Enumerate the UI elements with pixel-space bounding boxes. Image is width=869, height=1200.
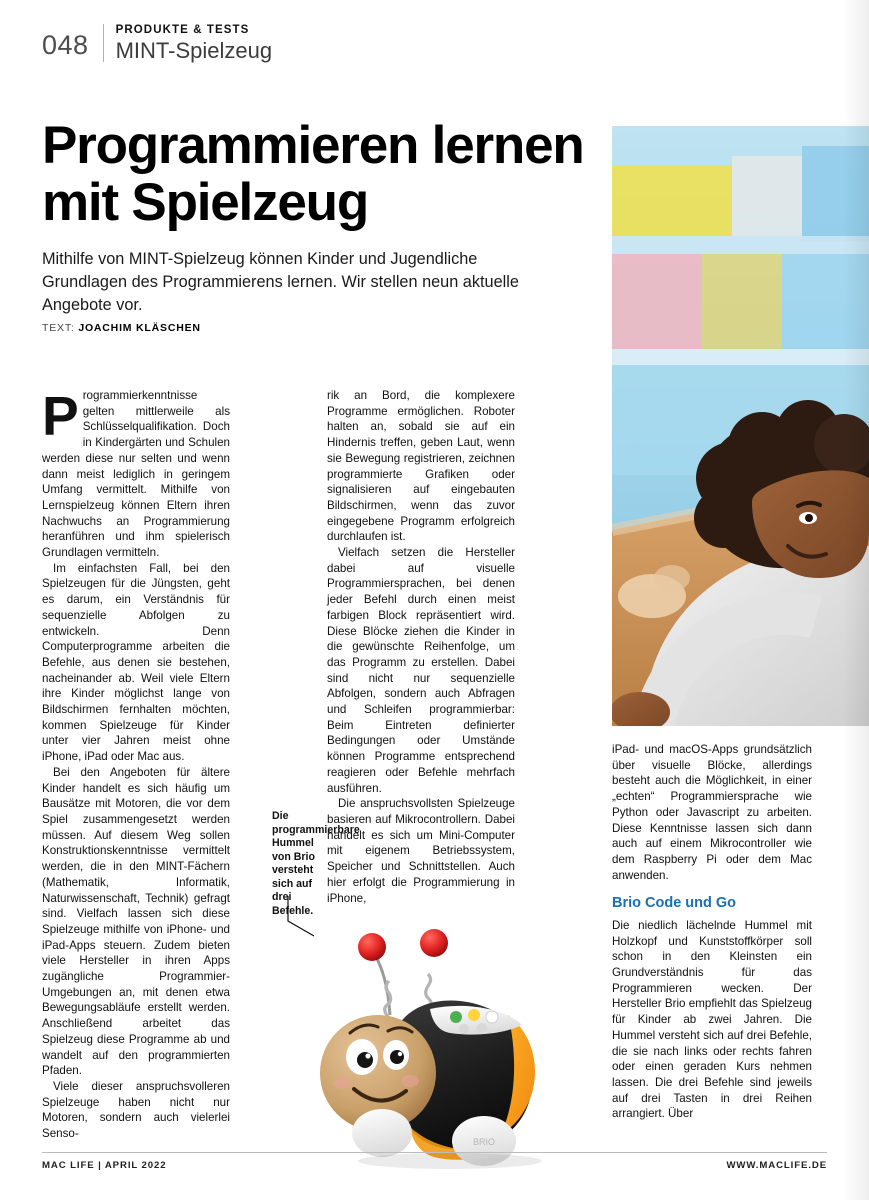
body-paragraph: Die anspruchsvollsten Spielzeuge basieren auf Mikrocontrollern. Dabei handelt es sich um Mini-Computer mit eigenem Betriebssystem, Speicher und Schnittstellen. Auch hier erfolgt die Programmierung in iPhone, xyxy=(327,797,515,905)
body-column-3 xyxy=(612,742,812,1122)
wheel-front xyxy=(352,1109,412,1157)
footer-website: WWW.MACLIFE.DE xyxy=(726,1160,827,1171)
footer-divider xyxy=(42,1152,827,1153)
photo-caption: Die programmierbare Hummel von Brio versteht sich auf drei Befehle. xyxy=(272,810,360,917)
body-paragraph: Im einfachsten Fall, bei den Spielzeugen für die Jüngsten, geht es darum, ein Verständnis für sequenzielle Abfolgen zu entwickeln. Denn Computerprogramme arbeiten die Befehle, aus denen sie bestehen, nacheinander ab. Weil viele Eltern ihre Kinder möglichst lange von Bildschirmen fernhalten möchten, kommen Spielzeuge für Kinder unter vier Jahren meist ohne iPhone, iPad oder Mac aus. xyxy=(42,561,230,764)
antenna-ball-left xyxy=(358,933,386,961)
brio-bee-illustration xyxy=(270,905,570,1170)
byline-label: TEXT: xyxy=(42,322,75,334)
button-grey-1[interactable] xyxy=(459,1024,469,1034)
body-paragraph: Vielfach setzen die Hersteller dabei auf visuelle Programmiersprachen, bei denen jeder Befehl durch einen meist farbigen Block repräsentiert wird. Diese Blöcke ziehen die Kinder in die gewünschte Reihenfolge, um das Programm zu erstellen. Dabei sind nicht nur sequenzielle Abfolgen, sondern auch Abfragen und Schleifen programmierbar: Beim Eintreten definierter Bedingungen oder Umstände können Programme entsprechend reagieren oder Befehle mehrfach ausführen. xyxy=(327,546,515,795)
body-paragraph: Die niedlich lächelnde Hummel mit Holzkopf und Kunststoffkörper soll schon in den Kleinsten ein Grundverständnis für das Programmieren wecken. Der Hersteller Brio empfiehlt das Spielzeug für Kinder ab zwei Jahren. Die Hummel versteht sich auf drei Befehle, die sie nach links oder rechts fahren oder einen geraden Kurs nehmen lassen. Die drei Befehle sind jeweils auf drei Tasten in drei Reihen arrangiert. Über xyxy=(612,918,812,1121)
brio-bee-toy-image xyxy=(270,905,570,1170)
button-green[interactable] xyxy=(450,1011,462,1023)
section-title: MINT-Spielzeug xyxy=(115,38,273,63)
body-paragraph: Bei den Angeboten für ältere Kinder handelt es sich häufig um Bausätze mit Motoren, die vor dem Spiel zusammengesetzt werden müssen. Auf diesem Weg sollen Konstruktionskenntnisse vermittelt werden, die in den MINT-Fächern (Mathematik, Informatik, Naturwissenschaft, Technik) gefragt sind. Vielfach lassen sich diese Spielzeuge mithilfe von iPhone- und iPad-Apps steuern. Zudem bieten viele Hersteller in ihren Apps zugängliche Programmier-Umgebungen an, mit denen etwa Bewegungsabläufe erstellt werden. Anschließend arbeitet das Spielzeug diese Programme ab und wandelt auf den programmierten Pfaden. xyxy=(42,765,230,1078)
lead-photo-illustration xyxy=(612,126,869,726)
header-texts xyxy=(116,24,273,62)
body-paragraph: Viele dieser anspruchsvolleren Spielzeuge haben nicht nur Motoren, sondern auch vielerlei Senso- xyxy=(42,1079,230,1141)
drop-cap: P xyxy=(42,385,79,447)
folio-number: 048 xyxy=(42,30,89,60)
brio-logo: BRIO xyxy=(473,1137,496,1147)
body-paragraph: rik an Bord, die komplexere Programme ermöglichen. Roboter halten an, sobald sie auf ein Hindernis treffen, geben Laut, wenn sie Bewegung registrieren, zeichnen programmierte Grafiken oder signalisieren auf eingebauten Bildschirmen, wenn das zuvor eingegebene Programm erfolgreich durchlaufen ist. xyxy=(327,389,515,544)
subheading-brio-code-und-go: Brio Code und Go xyxy=(612,895,737,912)
body-column-1 xyxy=(42,385,230,1142)
byline-author: JOACHIM KLÄSCHEN xyxy=(78,322,201,334)
button-grey-2[interactable] xyxy=(477,1023,487,1033)
article-headline: Programmieren lernen mit Spielzeug xyxy=(42,116,584,232)
button-white[interactable] xyxy=(486,1011,498,1023)
antenna-ball-right xyxy=(420,929,448,957)
section-kicker: PRODUKTE & TESTS xyxy=(115,24,250,36)
footer-issue-info: MAC LIFE | APRIL 2022 xyxy=(42,1160,167,1171)
body-paragraph: iPad- und macOS-Apps grundsätzlich über visuelle Blöcke, allerdings besteht auch die Möglichkeit, in einer „echten“ Programmiersprache wie Python oder Javascript zu arbeiten. Diese Kenntnisse lassen sich dann auch auf einem Mikrocontroller wie dem Raspberry Pi oder dem Mac anwenden. xyxy=(612,743,812,882)
page-header xyxy=(42,24,562,62)
article-byline xyxy=(42,322,201,334)
header-divider xyxy=(103,24,104,62)
article-standfirst: Mithilfe von MINT-Spielzeug können Kinder und Jugendliche Grundlagen des Programmierens lernen. Wir stellen neun aktuelle Angebote vor. xyxy=(42,250,519,315)
lead-photo xyxy=(612,126,869,726)
body-paragraph: Programmierkenntnisse gelten mittlerweile als Schlüsselqualifikation. Doch in Kindergärten und Schulen werden diese nur selten und wenn dann meist lediglich in geringem Umfang vermittelt. Mithilfe von Lernspielzeug können Eltern ihren Nachwuchs an Programmierung heranführen und ihm spielerisch Grundlagen vermitteln. xyxy=(42,385,230,560)
button-yellow[interactable] xyxy=(468,1009,480,1021)
